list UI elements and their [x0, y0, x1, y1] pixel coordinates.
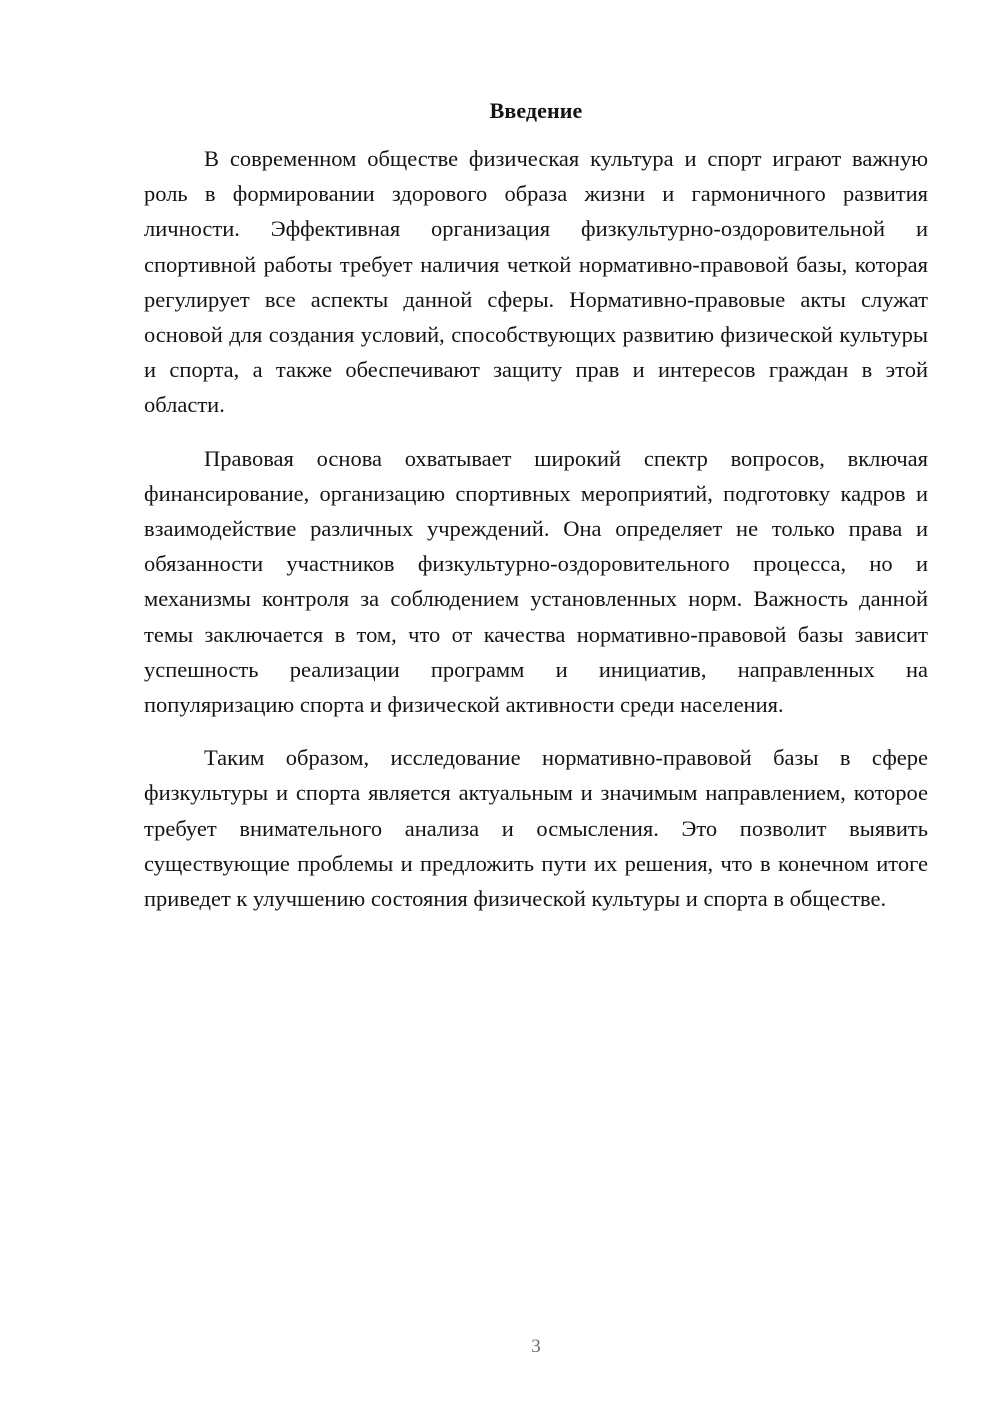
- paragraph-2: Правовая основа охватывает широкий спектр вопросов, включая финансирование, организацию спортивных мероприятий, подготовку кадров и взаимодействие различных учреждений. Она определяет не только права и обязанности участников физкультурно-оздоровительного процесса, но и механизмы контроля за соблюдением установленных норм. Важность данной темы заключается в том, что от качества нормативно-правовой базы зависит успешность реализации программ и инициатив, направленных на популяризацию спорта и физической активности среди населения.: [144, 445, 928, 718]
- page-number: 3: [531, 1336, 541, 1357]
- body-text: [144, 141, 928, 934]
- section-heading: Введение: [489, 98, 583, 123]
- paragraph-1: В современном обществе физическая культура и спорт играют важную роль в формировании здорового образа жизни и гармоничного развития личности. Эффективная организация физкультурно-оздоровительной и спортивной работы требует наличия четкой нормативно-правовой базы, которая регулирует все аспекты данной сферы. Нормативно-правовые акты служат основой для создания условий, способствующих развитию физической культуры и спорта, а также обеспечивают защиту прав и интересов граждан в этой области.: [144, 146, 928, 418]
- paragraph-3: Таким образом, исследование нормативно-правовой базы в сфере физкультуры и спорта является актуальным и значимым направлением, которое требует внимательного анализа и осмысления. Это позволит выявить существующие проблемы и предложить пути их решения, что в конечном итоге приведет к улучшению состояния физической культуры и спорта в обществе.: [144, 745, 928, 912]
